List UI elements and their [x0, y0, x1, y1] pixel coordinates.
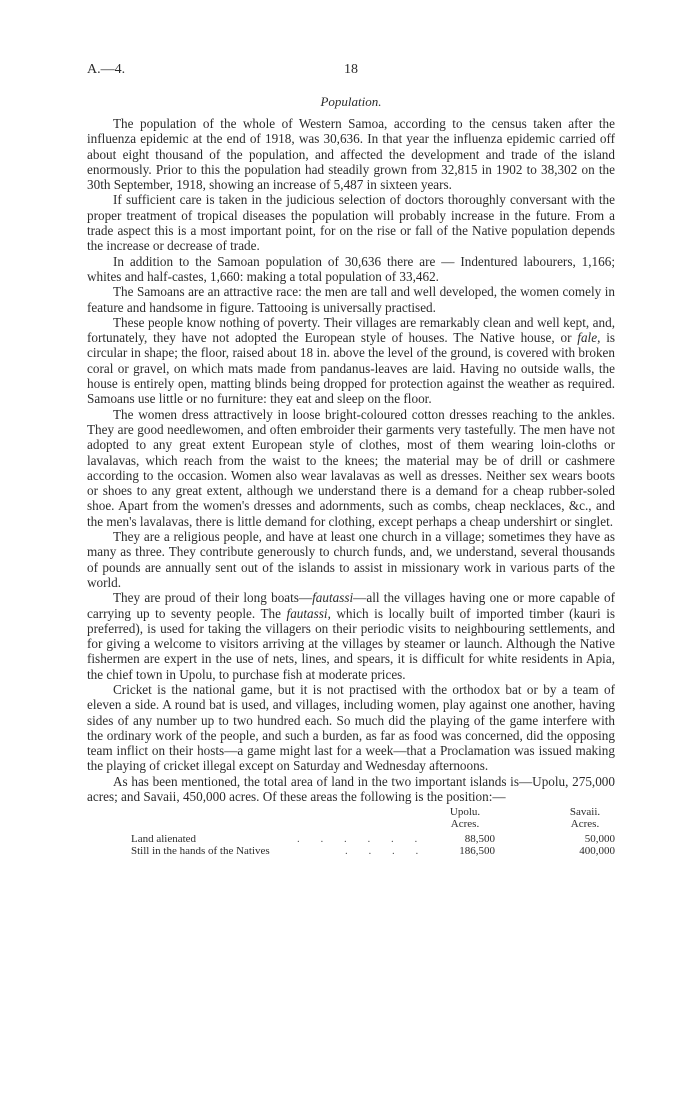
page-header: [87, 62, 615, 86]
paragraph-text: As has been mentioned, the total area of land in the two important islands is—Upolu, 275,000 acres; and Savaii, 450,000 acres. Of these areas the following is the position:—: [87, 773, 615, 805]
paragraph-text: —all the villages having one or more capable of carrying up to seventy people. The: [87, 590, 615, 621]
paragraph-text: , which is locally built of imported timber (kauri is preferred), is used for taking the villagers on their periodic visits to neighbouring settlements, and for giving a welcome to visitors arriving at the villages by steamer or launch. Although the Native fishermen are expert in the use of nets, lines, and spears, it is difficult for white residents in Apia, the chief town in Upolu, to purchase fish at moderate prices.: [87, 605, 615, 682]
document-page: [87, 62, 615, 874]
paragraph: [87, 254, 615, 285]
cell-upolu-alienated: 88,500: [464, 833, 495, 846]
italic-term: fautassi: [286, 605, 328, 621]
italic-term: fale: [577, 330, 598, 346]
row-label-land-alienated: Land alienated: [131, 833, 197, 846]
paragraph: [87, 774, 615, 805]
body-text: [87, 116, 615, 804]
cell-savaii-alienated: 50,000: [584, 833, 615, 846]
paragraph: [87, 529, 615, 590]
paragraph: [87, 116, 615, 192]
paragraph-text: The Samoans are an attractive race: the men are tall and well developed, the women comely in feature and handsome in figure. Tattooing is universally practised.: [87, 284, 615, 315]
paragraph-text: If sufficient care is taken in the judicious selection of doctors thoroughly conversant with the proper treatment of tropical diseases the population will probably increase in the future. From a trade aspect this is a most important point, for on the rise or fall of the Native population depends the increase or decrease of trade.: [87, 192, 615, 254]
paragraph-text: , is circular in shape; the floor, raised about 18 in. above the level of the ground, is covered with broken coral or gravel, on which mats made from pandanus-leaves are laid. Having no outside walls, the house is entirely open, matting blinds being dropped for protection against the weather as required. Samoans use little or no furniture: they eat and sleep on the floor.: [87, 330, 616, 407]
leader-dots: . . . . . .: [297, 833, 427, 846]
paragraph-text: They are proud of their long boats—: [113, 590, 313, 606]
page-number: 18: [344, 62, 358, 77]
document-reference: A.—4.: [87, 62, 126, 77]
land-area-table: [87, 806, 615, 874]
column-header-savaii: Savaii. Acres.: [569, 806, 601, 831]
paragraph-text: The women dress attractively in loose bright-coloured cotton dresses reaching to the ankles. They are good needlewomen, and often embroider their garments very tastefully. The men have not adopted to any great extent European style of clothes, most of them wearing loin-cloths or lavalavas, which reach from the waist to the knees; the material may be of drill or cashmere according to the occasion. Women also wear lavalavas as well as dresses. Neither sex wears boots or shoes to any great extent, although we understand there is a demand for a cheap rubber-soled shoe. Apart from the women's dresses and adornments, such as combs, cheap necklaces, &c., and the men's lavalavas, there is little demand for clothing, except perhaps a cheap undershirt or singlet.: [87, 406, 615, 529]
paragraph-text: These people know nothing of poverty. Their villages are remarkably clean and well kept, and, fortunately, they have not adopted the European style of houses. The Native house, or: [87, 314, 615, 346]
leader-dots: . . . .: [345, 845, 428, 858]
column-header-upolu: Upolu. Acres.: [449, 806, 481, 831]
section-heading: Population.: [320, 94, 382, 109]
paragraph-text: They are a religious people, and have at least one church in a village; sometimes they have as many as three. They contribute generously to church funds, and, we understand, several thousands of pounds are annually sent out of the islands to assist in missionary work in various parts of the world.: [87, 529, 615, 590]
cell-upolu-native: 186,500: [459, 845, 495, 858]
row-label-native-hands: Still in the hands of the Natives: [131, 845, 270, 858]
italic-term: fautassi: [312, 590, 354, 606]
paragraph-text: Cricket is the national game, but it is not practised with the orthodox bat or by a team of eleven a side. A round bat is used, and villages, including women, play against one another, having sides of any number up to two hundred each. So much did the playing of the game interfere with the ordinary work of the people, and such a burden, as far as food was concerned, did the opposing team inflict on their hosts—a game might last for a week—that a Proclamation was issued making the playing of cricket illegal except on Saturday and Wednesday afternoons.: [87, 681, 615, 774]
paragraph-text: In addition to the Samoan population of 30,636 there are — Indentured labourers, 1,166; whites and half-castes, 1,660: making a total population of 33,462.: [87, 253, 615, 284]
paragraph: [87, 315, 615, 407]
paragraph-text: The population of the whole of Western Samoa, according to the census taken after the influenza epidemic at the end of 1918, was 30,636. In that year the influenza epidemic carried off about eight thousand of the population, and affected the development and trade of the island enormously. Prior to this the population had steadily grown from 32,815 in 1902 to 38,302 on the 30th September, 1918, showing an increase of 5,487 in sixteen years.: [87, 116, 615, 193]
cell-savaii-native: 400,000: [579, 845, 615, 858]
paragraph: [87, 590, 615, 682]
paragraph: [87, 407, 615, 529]
paragraph: [87, 284, 615, 315]
paragraph: [87, 192, 615, 253]
paragraph: [87, 682, 615, 774]
